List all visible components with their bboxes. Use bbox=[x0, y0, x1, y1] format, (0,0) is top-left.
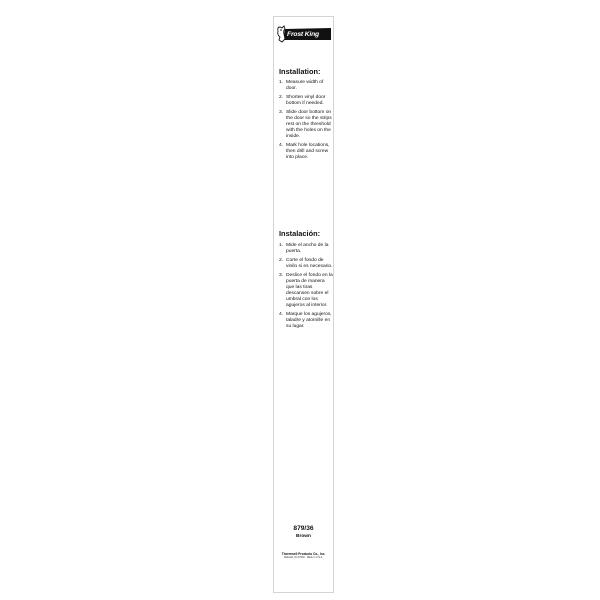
installation-steps bbox=[279, 80, 333, 164]
fine-print: Mahwah, NJ 07430 · Made in U.S.A. bbox=[284, 556, 323, 559]
brand-name: Frost King bbox=[287, 31, 319, 38]
step-text: Slide door bottom on the door so the strips rest on the threshold with the holes on the inside. bbox=[286, 110, 332, 139]
step-text: Deslice el fondo en la puerta de manera que las tiras descansen sobre el umbral con los agujeros al interior. bbox=[286, 273, 333, 308]
brand-logo bbox=[276, 25, 332, 43]
instruction-strip bbox=[273, 16, 334, 593]
instalacion-steps bbox=[279, 243, 333, 333]
list-item bbox=[279, 110, 333, 140]
list-item bbox=[279, 312, 333, 330]
step-number: 2. bbox=[279, 258, 284, 263]
product-code: 879/36 bbox=[293, 525, 314, 532]
step-text: Marque los agujeros, taladre y atornille en su lugar. bbox=[286, 312, 332, 329]
step-text: Measure width of door. bbox=[286, 80, 324, 91]
step-text: Mark hole locations, then drill and screw into place. bbox=[286, 143, 330, 160]
step-text: Shorten vinyl door bottom if needed. bbox=[286, 95, 326, 106]
list-item bbox=[279, 80, 333, 92]
step-text: Mide el ancho de la puerta. bbox=[286, 243, 329, 254]
step-number: 1. bbox=[279, 80, 284, 85]
step-number: 3. bbox=[279, 110, 284, 115]
list-item bbox=[279, 273, 333, 309]
step-text: Corte el fondo de vinilo si es necesario. bbox=[286, 258, 333, 269]
installation-heading: Installation: bbox=[279, 67, 321, 76]
product-color: Brown bbox=[296, 534, 311, 539]
list-item bbox=[279, 258, 333, 270]
list-item bbox=[279, 143, 333, 161]
step-number: 4. bbox=[279, 143, 284, 148]
step-number: 4. bbox=[279, 312, 284, 317]
instalacion-heading: Instalación: bbox=[279, 229, 321, 238]
step-number: 2. bbox=[279, 95, 284, 100]
list-item bbox=[279, 95, 333, 107]
list-item bbox=[279, 243, 333, 255]
step-number: 1. bbox=[279, 243, 284, 248]
company-name: Thermwell Products Co., Inc. bbox=[281, 552, 326, 556]
step-number: 3. bbox=[279, 273, 284, 278]
